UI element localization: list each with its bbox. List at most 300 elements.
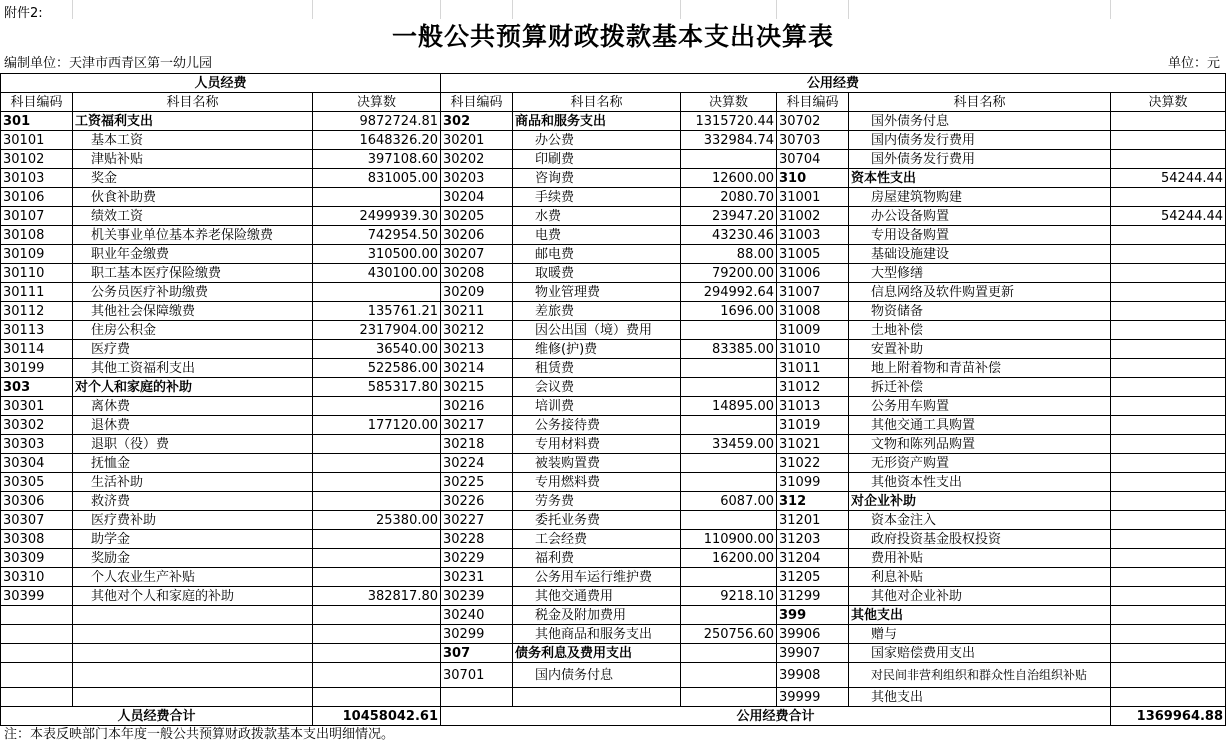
public-right-code-cell: 31010	[777, 340, 849, 359]
public-right-amount-cell	[1111, 549, 1226, 568]
table-row	[1, 169, 1226, 188]
personnel-name-cell	[73, 644, 313, 663]
organization-label: 编制单位：天津市西青区第一幼儿园	[4, 56, 213, 71]
public-left-name-cell: 其他商品和服务支出	[513, 625, 681, 644]
public-right-name-cell: 基础设施建设	[849, 245, 1111, 264]
personnel-code-cell	[1, 644, 73, 663]
column-header-name: 科目名称	[849, 93, 1111, 112]
grid-cell	[680, 0, 777, 19]
public-left-name-cell: 商品和服务支出	[513, 112, 681, 131]
public-right-code-cell: 39908	[777, 663, 849, 688]
public-right-name-cell: 其他支出	[849, 606, 1111, 625]
public-right-name-cell: 专用设备购置	[849, 226, 1111, 245]
table-row	[1, 549, 1226, 568]
public-left-name-cell: 差旅费	[513, 302, 681, 321]
public-right-amount-cell	[1111, 378, 1226, 397]
public-right-code-cell: 31099	[777, 473, 849, 492]
personnel-code-cell: 30306	[1, 492, 73, 511]
grid-cell	[72, 0, 313, 19]
public-right-amount-cell	[1111, 264, 1226, 283]
public-right-code-cell: 31201	[777, 511, 849, 530]
public-left-name-cell: 劳务费	[513, 492, 681, 511]
public-left-code-cell: 30209	[441, 283, 513, 302]
public-right-code-cell: 31003	[777, 226, 849, 245]
personnel-amount-cell	[313, 688, 441, 707]
public-left-name-cell: 福利费	[513, 549, 681, 568]
public-right-name-cell: 赠与	[849, 625, 1111, 644]
public-right-code-cell: 31012	[777, 378, 849, 397]
public-right-name-cell: 文物和陈列品购置	[849, 435, 1111, 454]
personnel-code-cell: 30303	[1, 435, 73, 454]
public-left-name-cell: 水费	[513, 207, 681, 226]
public-right-code-cell: 39906	[777, 625, 849, 644]
table-row	[1, 112, 1226, 131]
personnel-amount-cell: 1648326.20	[313, 131, 441, 150]
public-right-amount-cell	[1111, 245, 1226, 264]
personnel-name-cell: 对个人和家庭的补助	[73, 378, 313, 397]
public-right-code-cell: 31013	[777, 397, 849, 416]
public-right-name-cell: 地上附着物和青苗补偿	[849, 359, 1111, 378]
public-left-name-cell: 维修(护)费	[513, 340, 681, 359]
grid-cell	[312, 0, 441, 19]
public-left-amount-cell: 332984.74	[681, 131, 777, 150]
personnel-code-cell: 30101	[1, 131, 73, 150]
public-right-name-cell: 信息网络及软件购置更新	[849, 283, 1111, 302]
personnel-amount-cell: 382817.80	[313, 587, 441, 606]
public-left-code-cell: 30240	[441, 606, 513, 625]
public-left-name-cell: 专用燃料费	[513, 473, 681, 492]
public-right-code-cell: 31006	[777, 264, 849, 283]
personnel-amount-cell: 36540.00	[313, 340, 441, 359]
public-left-code-cell: 30206	[441, 226, 513, 245]
public-left-code-cell: 30217	[441, 416, 513, 435]
public-left-name-cell: 租赁费	[513, 359, 681, 378]
public-right-name-cell: 安置补助	[849, 340, 1111, 359]
personnel-code-cell: 30108	[1, 226, 73, 245]
public-right-code-cell: 31011	[777, 359, 849, 378]
personnel-amount-cell: 25380.00	[313, 511, 441, 530]
personnel-name-cell: 离休费	[73, 397, 313, 416]
personnel-code-cell: 30109	[1, 245, 73, 264]
public-left-code-cell: 30225	[441, 473, 513, 492]
public-right-amount-cell	[1111, 492, 1226, 511]
public-left-name-cell: 税金及附加费用	[513, 606, 681, 625]
public-left-amount-cell: 83385.00	[681, 340, 777, 359]
personnel-name-cell: 其他工资福利支出	[73, 359, 313, 378]
public-left-amount-cell: 23947.20	[681, 207, 777, 226]
table-row	[1, 150, 1226, 169]
personnel-amount-cell	[313, 397, 441, 416]
public-left-amount-cell	[681, 606, 777, 625]
public-left-code-cell: 307	[441, 644, 513, 663]
personnel-name-cell: 退职（役）费	[73, 435, 313, 454]
public-right-name-cell: 其他对企业补助	[849, 587, 1111, 606]
public-right-amount-cell	[1111, 625, 1226, 644]
public-right-amount-cell	[1111, 530, 1226, 549]
column-header-code: 科目编码	[777, 93, 849, 112]
public-right-name-cell: 土地补偿	[849, 321, 1111, 340]
table-row	[1, 397, 1226, 416]
public-right-name-cell: 国外债务发行费用	[849, 150, 1111, 169]
public-right-code-cell: 31205	[777, 568, 849, 587]
public-left-code-cell: 30202	[441, 150, 513, 169]
public-right-name-cell: 费用补贴	[849, 549, 1111, 568]
public-left-code-cell: 30201	[441, 131, 513, 150]
personnel-name-cell: 公务员医疗补助缴费	[73, 283, 313, 302]
public-left-code-cell: 30226	[441, 492, 513, 511]
public-left-name-cell: 取暖费	[513, 264, 681, 283]
personnel-name-cell: 抚恤金	[73, 454, 313, 473]
personnel-total-label: 人员经费合计	[1, 707, 313, 726]
public-right-code-cell: 30703	[777, 131, 849, 150]
public-left-name-cell: 国内债务付息	[513, 663, 681, 688]
personnel-name-cell: 医疗费补助	[73, 511, 313, 530]
public-right-name-cell: 公务用车购置	[849, 397, 1111, 416]
public-right-amount-cell	[1111, 340, 1226, 359]
public-left-amount-cell: 79200.00	[681, 264, 777, 283]
public-left-name-cell: 印刷费	[513, 150, 681, 169]
public-left-code-cell: 30204	[441, 188, 513, 207]
personnel-code-cell: 30310	[1, 568, 73, 587]
public-left-name-cell: 公务接待费	[513, 416, 681, 435]
table-row	[1, 359, 1226, 378]
table-row	[1, 283, 1226, 302]
personnel-name-cell: 奖励金	[73, 549, 313, 568]
public-left-name-cell: 因公出国（境）费用	[513, 321, 681, 340]
public-left-code-cell: 30208	[441, 264, 513, 283]
personnel-code-cell: 30199	[1, 359, 73, 378]
attachment-label: 附件2:	[4, 6, 43, 21]
table-row	[1, 321, 1226, 340]
public-left-code-cell: 30701	[441, 663, 513, 688]
table-row	[1, 511, 1226, 530]
personnel-name-cell: 助学金	[73, 530, 313, 549]
column-header-code: 科目编码	[1, 93, 73, 112]
public-right-code-cell: 30704	[777, 150, 849, 169]
footnote: 注：本表反映部门本年度一般公共预算财政拨款基本支出明细情况。	[4, 727, 395, 742]
table-row	[1, 530, 1226, 549]
table-row	[1, 188, 1226, 207]
public-right-amount-cell	[1111, 112, 1226, 131]
grid-cell	[0, 0, 73, 19]
public-right-code-cell: 31203	[777, 530, 849, 549]
personnel-amount-cell	[313, 663, 441, 688]
public-right-amount-cell	[1111, 587, 1226, 606]
public-left-code-cell: 30224	[441, 454, 513, 473]
personnel-name-cell: 医疗费	[73, 340, 313, 359]
grid-cell	[776, 0, 849, 19]
personnel-code-cell: 30309	[1, 549, 73, 568]
table-row	[1, 245, 1226, 264]
public-left-amount-cell: 16200.00	[681, 549, 777, 568]
public-left-name-cell: 电费	[513, 226, 681, 245]
public-right-amount-cell	[1111, 397, 1226, 416]
personnel-code-cell: 30301	[1, 397, 73, 416]
personnel-amount-cell	[313, 625, 441, 644]
personnel-code-cell: 30106	[1, 188, 73, 207]
public-right-name-cell: 其他交通工具购置	[849, 416, 1111, 435]
personnel-amount-cell	[313, 549, 441, 568]
public-left-amount-cell	[681, 359, 777, 378]
public-left-code-cell: 30299	[441, 625, 513, 644]
table-row	[1, 688, 1226, 707]
grid-cell	[848, 0, 1111, 19]
column-header-amount: 决算数	[681, 93, 777, 112]
personnel-amount-cell	[313, 473, 441, 492]
public-right-code-cell: 31001	[777, 188, 849, 207]
personnel-amount-cell: 9872724.81	[313, 112, 441, 131]
public-right-code-cell: 39907	[777, 644, 849, 663]
public-right-code-cell: 30702	[777, 112, 849, 131]
public-left-amount-cell: 110900.00	[681, 530, 777, 549]
personnel-amount-cell: 522586.00	[313, 359, 441, 378]
personnel-name-cell: 职工基本医疗保险缴费	[73, 264, 313, 283]
table-row	[1, 568, 1226, 587]
public-left-name-cell: 培训费	[513, 397, 681, 416]
public-right-name-cell: 大型修缮	[849, 264, 1111, 283]
personnel-name-cell	[73, 688, 313, 707]
public-right-amount-cell	[1111, 302, 1226, 321]
personnel-code-cell: 30110	[1, 264, 73, 283]
public-left-code-cell	[441, 688, 513, 707]
table-row	[1, 473, 1226, 492]
personnel-amount-cell: 135761.21	[313, 302, 441, 321]
public-left-amount-cell	[681, 150, 777, 169]
public-left-code-cell: 30231	[441, 568, 513, 587]
public-left-amount-cell	[681, 416, 777, 435]
public-section-header: 公用经费	[441, 74, 1226, 93]
public-left-name-cell: 委托业务费	[513, 511, 681, 530]
personnel-amount-cell	[313, 454, 441, 473]
public-left-name-cell: 邮电费	[513, 245, 681, 264]
public-right-name-cell: 拆迁补偿	[849, 378, 1111, 397]
personnel-code-cell: 30305	[1, 473, 73, 492]
table-row	[1, 340, 1226, 359]
personnel-total-value: 10458042.61	[313, 707, 441, 726]
table-row	[1, 378, 1226, 397]
personnel-amount-cell	[313, 644, 441, 663]
public-left-amount-cell: 294992.64	[681, 283, 777, 302]
personnel-code-cell: 30112	[1, 302, 73, 321]
public-left-code-cell: 30214	[441, 359, 513, 378]
public-right-amount-cell	[1111, 188, 1226, 207]
personnel-amount-cell	[313, 606, 441, 625]
public-right-code-cell: 310	[777, 169, 849, 188]
public-left-amount-cell: 9218.10	[681, 587, 777, 606]
personnel-amount-cell	[313, 568, 441, 587]
table-row	[1, 416, 1226, 435]
table-row	[1, 606, 1226, 625]
currency-unit-label: 单位：元	[1167, 56, 1220, 71]
personnel-name-cell: 个人农业生产补贴	[73, 568, 313, 587]
public-left-name-cell: 债务利息及费用支出	[513, 644, 681, 663]
personnel-name-cell: 津贴补贴	[73, 150, 313, 169]
personnel-code-cell: 30111	[1, 283, 73, 302]
personnel-name-cell: 住房公积金	[73, 321, 313, 340]
public-right-code-cell: 31204	[777, 549, 849, 568]
personnel-amount-cell: 2317904.00	[313, 321, 441, 340]
public-left-amount-cell	[681, 454, 777, 473]
public-left-code-cell: 30215	[441, 378, 513, 397]
public-left-amount-cell: 1696.00	[681, 302, 777, 321]
public-right-amount-cell	[1111, 131, 1226, 150]
personnel-code-cell: 30102	[1, 150, 73, 169]
public-right-code-cell: 31009	[777, 321, 849, 340]
public-right-amount-cell: 54244.44	[1111, 207, 1226, 226]
personnel-amount-cell: 2499939.30	[313, 207, 441, 226]
public-left-amount-cell	[681, 321, 777, 340]
public-left-code-cell: 30213	[441, 340, 513, 359]
public-right-amount-cell	[1111, 606, 1226, 625]
public-right-amount-cell	[1111, 688, 1226, 707]
public-right-code-cell: 312	[777, 492, 849, 511]
personnel-amount-cell: 430100.00	[313, 264, 441, 283]
personnel-code-cell: 30107	[1, 207, 73, 226]
public-left-amount-cell: 14895.00	[681, 397, 777, 416]
public-left-code-cell: 30218	[441, 435, 513, 454]
public-right-amount-cell	[1111, 321, 1226, 340]
table-row	[1, 663, 1226, 688]
public-left-code-cell: 30203	[441, 169, 513, 188]
column-header-amount: 决算数	[1111, 93, 1226, 112]
public-right-name-cell: 其他资本性支出	[849, 473, 1111, 492]
table-row	[1, 207, 1226, 226]
personnel-code-cell: 30304	[1, 454, 73, 473]
public-right-amount-cell	[1111, 416, 1226, 435]
grid-cell	[512, 0, 681, 19]
personnel-name-cell: 其他社会保障缴费	[73, 302, 313, 321]
personnel-name-cell: 奖金	[73, 169, 313, 188]
personnel-amount-cell: 831005.00	[313, 169, 441, 188]
public-right-name-cell: 利息补贴	[849, 568, 1111, 587]
grid-cell	[440, 0, 513, 19]
public-right-amount-cell	[1111, 150, 1226, 169]
public-left-code-cell: 30211	[441, 302, 513, 321]
personnel-name-cell: 生活补助	[73, 473, 313, 492]
public-left-amount-cell: 88.00	[681, 245, 777, 264]
public-left-code-cell: 30216	[441, 397, 513, 416]
public-right-code-cell: 399	[777, 606, 849, 625]
personnel-amount-cell: 397108.60	[313, 150, 441, 169]
public-right-name-cell: 政府投资基金股权投资	[849, 530, 1111, 549]
public-right-code-cell: 31019	[777, 416, 849, 435]
public-left-name-cell: 咨询费	[513, 169, 681, 188]
personnel-amount-cell: 177120.00	[313, 416, 441, 435]
table-row	[1, 226, 1226, 245]
public-left-amount-cell: 33459.00	[681, 435, 777, 454]
personnel-amount-cell	[313, 435, 441, 454]
public-right-amount-cell	[1111, 568, 1226, 587]
personnel-amount-cell	[313, 283, 441, 302]
public-left-code-cell: 30205	[441, 207, 513, 226]
column-header-name: 科目名称	[73, 93, 313, 112]
public-left-amount-cell: 43230.46	[681, 226, 777, 245]
public-right-name-cell: 国内债务发行费用	[849, 131, 1111, 150]
personnel-name-cell	[73, 606, 313, 625]
public-right-name-cell: 国外债务付息	[849, 112, 1111, 131]
table-row	[1, 264, 1226, 283]
personnel-name-cell: 机关事业单位基本养老保险缴费	[73, 226, 313, 245]
public-left-amount-cell	[681, 473, 777, 492]
public-left-amount-cell	[681, 663, 777, 688]
public-right-amount-cell: 54244.44	[1111, 169, 1226, 188]
personnel-name-cell: 退休费	[73, 416, 313, 435]
column-header-code: 科目编码	[441, 93, 513, 112]
personnel-code-cell: 301	[1, 112, 73, 131]
table-row	[1, 131, 1226, 150]
public-left-code-cell: 30212	[441, 321, 513, 340]
budget-table	[0, 73, 1226, 726]
personnel-amount-cell: 310500.00	[313, 245, 441, 264]
public-left-name-cell	[513, 688, 681, 707]
personnel-code-cell: 30302	[1, 416, 73, 435]
public-left-amount-cell	[681, 511, 777, 530]
public-right-amount-cell	[1111, 454, 1226, 473]
public-right-amount-cell	[1111, 644, 1226, 663]
public-left-code-cell: 30229	[441, 549, 513, 568]
personnel-code-cell	[1, 688, 73, 707]
public-total-label: 公用经费合计	[441, 707, 1111, 726]
personnel-amount-cell: 742954.50	[313, 226, 441, 245]
table-row	[1, 587, 1226, 606]
personnel-code-cell	[1, 663, 73, 688]
public-right-amount-cell	[1111, 435, 1226, 454]
public-right-code-cell: 31005	[777, 245, 849, 264]
public-right-code-cell: 31299	[777, 587, 849, 606]
personnel-code-cell: 30114	[1, 340, 73, 359]
public-left-amount-cell: 6087.00	[681, 492, 777, 511]
personnel-amount-cell	[313, 188, 441, 207]
public-left-amount-cell	[681, 568, 777, 587]
public-left-name-cell: 其他交通费用	[513, 587, 681, 606]
public-right-code-cell: 31002	[777, 207, 849, 226]
personnel-code-cell	[1, 606, 73, 625]
table-row	[1, 625, 1226, 644]
personnel-name-cell: 基本工资	[73, 131, 313, 150]
personnel-name-cell: 其他对个人和家庭的补助	[73, 587, 313, 606]
public-left-amount-cell	[681, 644, 777, 663]
personnel-code-cell: 30113	[1, 321, 73, 340]
personnel-name-cell: 职业年金缴费	[73, 245, 313, 264]
public-total-value: 1369964.88	[1111, 707, 1226, 726]
public-left-name-cell: 手续费	[513, 188, 681, 207]
public-right-name-cell: 对企业补助	[849, 492, 1111, 511]
public-right-name-cell: 物资储备	[849, 302, 1111, 321]
unit-row	[0, 55, 1226, 73]
public-left-name-cell: 办公费	[513, 131, 681, 150]
public-left-name-cell: 被装购置费	[513, 454, 681, 473]
public-right-amount-cell	[1111, 359, 1226, 378]
personnel-amount-cell	[313, 492, 441, 511]
personnel-name-cell: 工资福利支出	[73, 112, 313, 131]
public-right-name-cell: 对民间非营利组织和群众性自治组织补贴	[849, 663, 1111, 688]
public-left-code-cell: 30239	[441, 587, 513, 606]
public-left-name-cell: 会议费	[513, 378, 681, 397]
table-row	[1, 644, 1226, 663]
personnel-amount-cell: 585317.80	[313, 378, 441, 397]
personnel-section-header: 人员经费	[1, 74, 441, 93]
public-right-name-cell: 其他支出	[849, 688, 1111, 707]
column-header-amount: 决算数	[313, 93, 441, 112]
public-right-code-cell: 39999	[777, 688, 849, 707]
personnel-name-cell	[73, 625, 313, 644]
public-left-name-cell: 物业管理费	[513, 283, 681, 302]
personnel-name-cell	[73, 663, 313, 688]
public-right-name-cell: 无形资产购置	[849, 454, 1111, 473]
public-right-amount-cell	[1111, 663, 1226, 688]
personnel-name-cell: 伙食补助费	[73, 188, 313, 207]
public-left-code-cell: 30228	[441, 530, 513, 549]
